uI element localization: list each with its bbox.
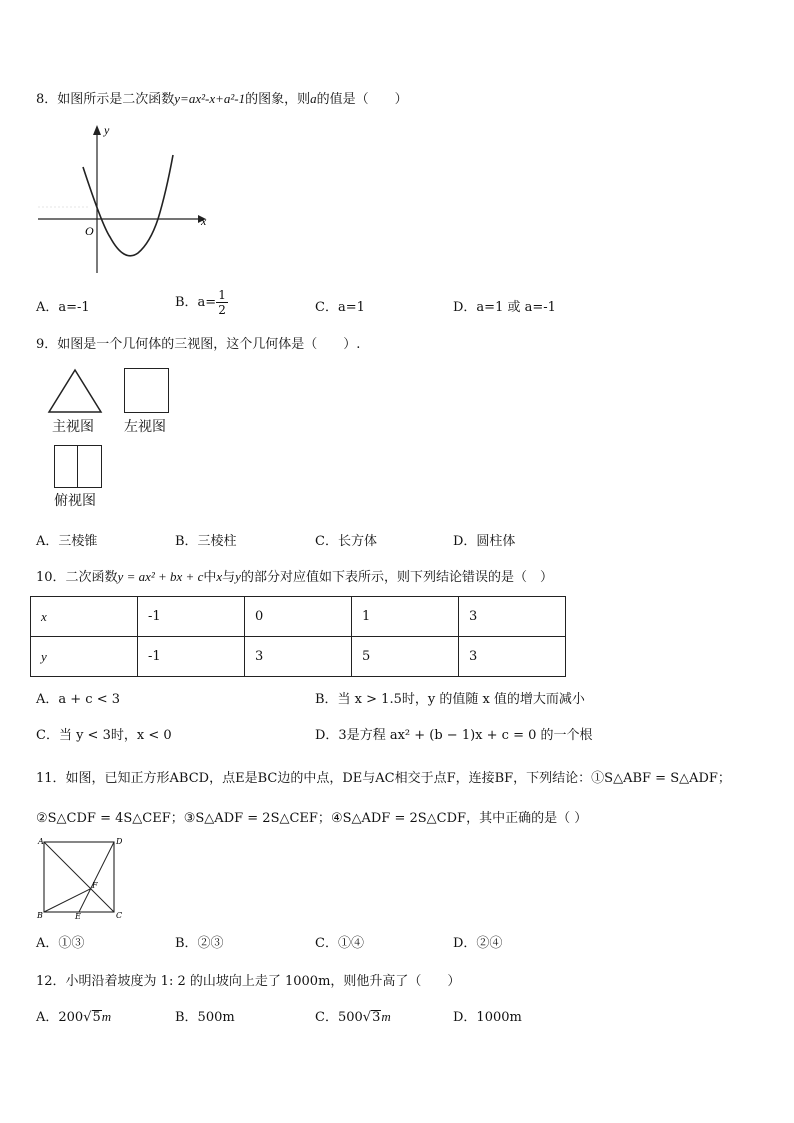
q8-x-axis-label: x <box>201 214 207 228</box>
q9-stem: 9．如图是一个几何体的三视图，这个几何体是（ ）. <box>36 337 361 352</box>
table-cell: 3 <box>459 597 566 637</box>
q10-option-a[interactable]: A．a + c < 3 <box>36 692 121 707</box>
q11-label-a: A <box>38 837 44 846</box>
q12-option-c[interactable]: C．500√3m <box>315 1009 391 1025</box>
table-cell: 5 <box>352 637 459 677</box>
table-row <box>31 637 566 677</box>
q11-conclusion-3: ③S△ADF = 2S△CEF； <box>183 811 331 826</box>
q11-label-f: F <box>92 881 98 890</box>
q9-front-view-label: 主视图 <box>52 419 94 435</box>
table-cell: 0 <box>245 597 352 637</box>
q8-option-d[interactable]: D．a=1 或 a=-1 <box>453 300 556 315</box>
q10-value-table <box>30 596 566 677</box>
q8-option-a[interactable]: A．a=-1 <box>36 300 90 315</box>
q10-option-c[interactable]: C．当 y < 3时，x < 0 <box>36 728 172 743</box>
q11-label-b: B <box>37 911 43 920</box>
q11-option-a[interactable]: A．①③ <box>36 936 85 951</box>
table-row <box>31 597 566 637</box>
q9-top-view-rectangle <box>54 445 102 488</box>
table-cell: 3 <box>459 637 566 677</box>
q11-label-e: E <box>75 912 81 920</box>
q10-option-b[interactable]: B．当 x > 1.5时，y 的值随 x 值的增大而减小 <box>315 692 585 707</box>
q11-option-c[interactable]: C．①④ <box>315 936 364 951</box>
q12-stem: 12．小明沿着坡度为 1: 2 的山坡向上走了 1000m，则他升高了（ ） <box>36 974 461 989</box>
q11-label-d: D <box>116 837 123 846</box>
q9-top-view-divider <box>77 446 78 487</box>
q9-left-view-square <box>124 368 169 413</box>
table-cell: 3 <box>245 637 352 677</box>
q8-option-c[interactable]: C．a=1 <box>315 300 365 315</box>
q9-option-c[interactable]: C．长方体 <box>315 534 377 549</box>
q8-stem: 8．如图所示是二次函数y=ax²-x+a²-1的图象，则a的值是（ ） <box>36 91 408 107</box>
table-cell: y <box>31 637 138 677</box>
q9-option-b[interactable]: B．三棱柱 <box>175 534 237 549</box>
q10-option-d[interactable]: D．3是方程 ax² + (b − 1)x + c = 0 的一个根 <box>315 728 593 743</box>
q9-top-view-label: 俯视图 <box>54 493 96 509</box>
q11-conclusion-2: ②S△CDF = 4S△CEF； <box>36 811 184 826</box>
table-cell: -1 <box>138 637 245 677</box>
table-cell: 1 <box>352 597 459 637</box>
q11-stem: 11．如图，已知正方形ABCD，点E是BC边的中点，DE与AC相交于点F，连接BF，下列结论：①S△ABF = S△ADF； <box>36 771 731 786</box>
q9-front-view-triangle <box>47 368 103 414</box>
q11-conclusion-1: ①S△ABF = S△ADF； <box>591 771 731 786</box>
q11-conclusion-4: ④S△ADF = 2S△CDF <box>330 811 467 826</box>
table-cell: x <box>31 597 138 637</box>
q10-stem: 10．二次函数y = ax² + bx + c中x与y的部分对应值如下表所示，则下列结论错误的是（ ） <box>36 569 553 585</box>
q8-origin-label: O <box>85 224 94 238</box>
q11-label-c: C <box>116 911 123 920</box>
q9-option-a[interactable]: A．三棱锥 <box>36 534 98 549</box>
q11-square-figure <box>36 836 126 920</box>
q8-option-b-fraction: $\frac{1}{2}$ <box>218 288 226 317</box>
q8-parabola-graph <box>30 115 220 280</box>
q11-stem-line2: ②S△CDF = 4S△CEF；③S△ADF = 2S△CEF；④S△ADF = 2S△CDF，其中正确的是（ ） <box>36 811 588 826</box>
q8-option-b[interactable]: B．a= $\frac{1}{2}$ <box>175 288 226 317</box>
q11-option-d[interactable]: D．②④ <box>453 936 503 951</box>
q11-option-b[interactable]: B．②③ <box>175 936 224 951</box>
q8-y-axis-label: y <box>104 123 110 137</box>
q12-option-a[interactable]: A．200√5m <box>36 1009 112 1025</box>
q12-option-a-sqrt: √5 <box>83 1010 101 1025</box>
q12-option-c-sqrt: √3 <box>362 1010 381 1025</box>
q12-option-d[interactable]: D．1000m <box>453 1010 522 1025</box>
q9-option-d[interactable]: D．圆柱体 <box>453 534 516 549</box>
q10-equation: y = ax² + bx + c <box>117 569 204 584</box>
table-cell: -1 <box>138 597 245 637</box>
q12-option-b[interactable]: B．500m <box>175 1010 235 1025</box>
q8-equation: y=ax²-x+a²-1 <box>174 91 246 106</box>
q9-left-view-label: 左视图 <box>124 419 166 435</box>
